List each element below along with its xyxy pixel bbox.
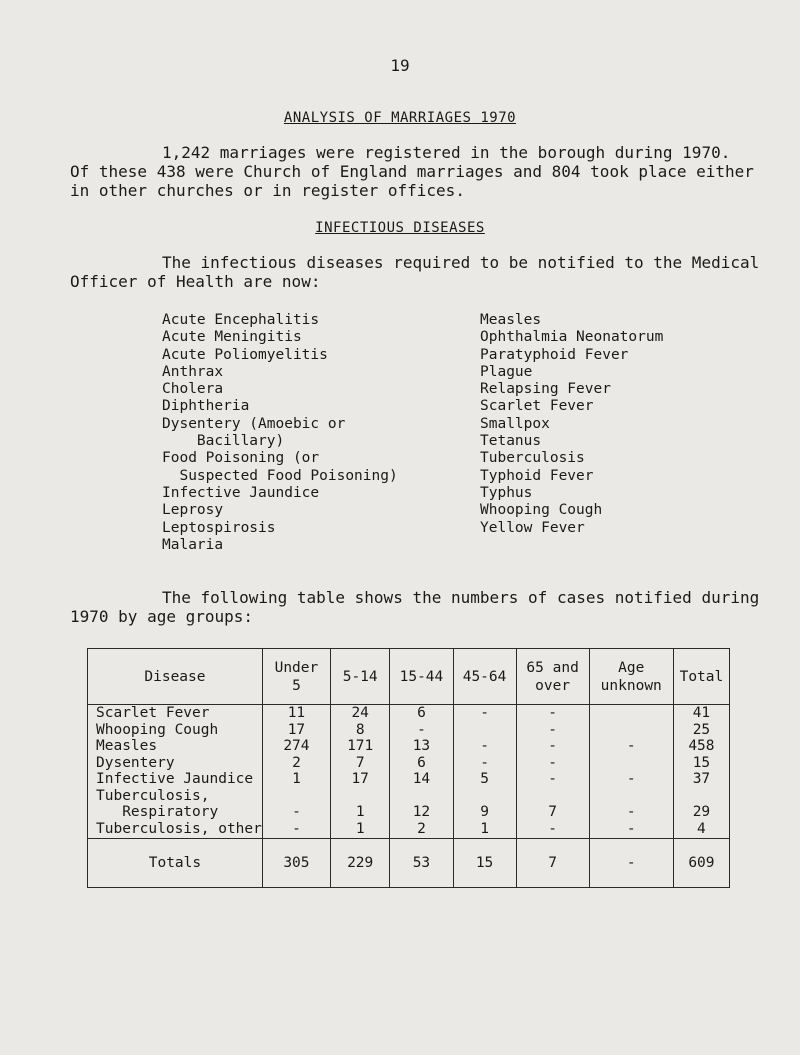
case-count-cell: 171: [347, 738, 374, 754]
case-count-cell: [590, 705, 673, 722]
header-age-unknown: Age unknown: [589, 649, 673, 705]
case-count-cell: -: [548, 721, 557, 738]
case-count-cell: -: [548, 738, 557, 754]
65-and-over-column: [516, 705, 589, 839]
header-total: Total: [673, 649, 729, 705]
case-count-cell: 29: [692, 804, 711, 820]
case-count-cell: -: [480, 738, 489, 754]
notifiable-intro-line-1: The infectious diseases required to be notified to the Medical: [162, 253, 760, 272]
case-count-cell: 37: [692, 771, 711, 787]
disease-name-cell: Tuberculosis,: [96, 787, 210, 804]
under-5-column: [262, 705, 330, 839]
case-count-cell: 11: [287, 705, 306, 721]
totals-5-14: 229: [330, 839, 389, 888]
case-count-cell: 6: [417, 705, 426, 721]
totals-65-and-over: 7: [516, 839, 589, 888]
case-count-cell: -: [548, 771, 557, 787]
header-disease: Disease: [88, 649, 263, 705]
case-count-cell: 41: [692, 705, 711, 721]
notifiable-diseases-left-column: [162, 312, 398, 554]
disease-list-item: Cholera: [162, 381, 224, 398]
disease-list-item: Scarlet Fever: [480, 398, 594, 415]
header-15-44: 15-44: [390, 649, 453, 705]
disease-list-item: Anthrax: [162, 363, 224, 380]
case-count-cell: 8: [355, 721, 365, 738]
case-count-cell: -: [626, 771, 636, 787]
marriages-line-3: in other churches or in register offices.: [70, 181, 465, 200]
disease-name-cell: Tuberculosis, other: [96, 820, 262, 837]
disease-column: [88, 705, 263, 839]
case-count-cell: -: [417, 721, 426, 738]
case-count-cell: 458: [688, 738, 715, 754]
age-unknown-column: [589, 705, 673, 839]
case-count-cell: 13: [412, 738, 431, 754]
totals-under-5: 305: [262, 839, 330, 888]
case-count-cell: 2: [292, 754, 301, 771]
case-count-cell: 6: [417, 754, 426, 771]
15-44-column: [390, 705, 453, 839]
header-45-64: 45-64: [453, 649, 516, 705]
marriages-line-2: Of these 438 were Church of England marriages and 804 took place either: [70, 162, 754, 181]
case-count-cell: 9: [480, 804, 489, 820]
case-count-cell: -: [292, 820, 301, 837]
disease-list-item: Typhus: [480, 484, 533, 501]
disease-list-item: Tuberculosis: [480, 450, 585, 467]
case-count-cell: 274: [283, 738, 310, 754]
totals-15-44: 53: [390, 839, 453, 888]
disease-list-item: Acute Poliomyelitis: [162, 346, 328, 363]
table-intro-line-2: 1970 by age groups:: [70, 607, 254, 626]
total-column: [673, 705, 729, 839]
case-count-cell: [454, 788, 516, 805]
disease-list-item: Dysentery (Amoebic or: [162, 415, 346, 432]
marriages-paragraph: [70, 143, 760, 200]
disease-list-item: Plague: [480, 363, 533, 380]
case-count-cell: -: [548, 820, 557, 837]
disease-list-item: Paratyphoid Fever: [480, 346, 629, 363]
disease-list-item: Leptospirosis: [162, 519, 276, 536]
case-count-cell: -: [626, 738, 636, 754]
case-count-cell: -: [626, 820, 636, 837]
totals-45-64: 15: [453, 839, 516, 888]
disease-list-item: Ophthalmia Neonatorum: [480, 329, 664, 346]
disease-list-item: Leprosy: [162, 502, 224, 519]
case-count-cell: 25: [692, 721, 711, 738]
45-64-column: [453, 705, 516, 839]
cases-by-age-table: [87, 648, 730, 888]
case-count-cell: [454, 722, 516, 739]
case-count-cell: -: [480, 705, 489, 721]
totals-total: 609: [673, 839, 729, 888]
case-count-cell: 12: [412, 804, 431, 820]
disease-list-item: Whooping Cough: [480, 502, 603, 519]
disease-list-item: Typhoid Fever: [480, 467, 594, 484]
case-count-cell: 17: [351, 771, 369, 787]
case-count-cell: -: [292, 804, 301, 820]
case-count-cell: 4: [697, 820, 706, 837]
totals-age-unknown: -: [589, 839, 673, 888]
case-count-cell: 1: [355, 804, 365, 820]
disease-list-item: Acute Meningitis: [162, 329, 302, 346]
case-count-cell: 2: [417, 820, 426, 837]
header-65-and-over: 65 and over: [516, 649, 589, 705]
case-count-cell: 7: [355, 754, 365, 771]
totals-label: Totals: [88, 839, 263, 888]
disease-list-item: Bacillary): [162, 433, 285, 450]
case-count-cell: -: [626, 804, 636, 820]
disease-list-item: Measles: [480, 312, 542, 328]
header-under-5: Under 5: [262, 649, 330, 705]
disease-list-item: Malaria: [162, 536, 224, 553]
case-count-cell: 17: [287, 721, 306, 738]
disease-list-item: Relapsing Fever: [480, 381, 611, 398]
table-intro: [70, 588, 760, 626]
disease-list-item: Suspected Food Poisoning): [162, 467, 398, 484]
case-count-cell: -: [548, 705, 557, 721]
disease-name-cell: Scarlet Fever: [96, 705, 210, 721]
table-intro-line-1: The following table shows the numbers of cases notified during: [162, 588, 760, 607]
table-body-row: [88, 705, 730, 839]
disease-list-item: Diphtheria: [162, 398, 250, 415]
disease-list-item: Smallpox: [480, 415, 550, 432]
case-count-cell: 1: [292, 771, 301, 787]
5-14-column: [330, 705, 389, 839]
disease-name-cell: Measles: [96, 738, 158, 754]
case-count-cell: [263, 788, 330, 805]
case-count-cell: [590, 788, 673, 805]
notifiable-intro-line-2: Officer of Health are now:: [70, 272, 321, 291]
case-count-cell: 1: [355, 820, 365, 837]
header-5-14: 5-14: [330, 649, 389, 705]
disease-name-cell: Whooping Cough: [96, 721, 219, 738]
disease-name-cell: Infective Jaundice: [96, 771, 254, 787]
table-header-row: [88, 649, 730, 705]
case-count-cell: [390, 788, 452, 805]
case-count-cell: [331, 788, 389, 805]
case-count-cell: -: [480, 754, 489, 771]
marriages-line-1: 1,242 marriages were registered in the borough during 1970.: [162, 143, 731, 162]
case-count-cell: -: [548, 754, 557, 771]
case-count-cell: 5: [480, 771, 489, 787]
case-count-cell: [590, 755, 673, 772]
notifiable-intro: [70, 253, 760, 291]
page-number: 19: [390, 56, 410, 75]
disease-name-cell: Respiratory: [96, 804, 219, 820]
totals-row: [88, 839, 730, 888]
disease-list-item: Tetanus: [480, 433, 542, 450]
case-count-cell: 1: [480, 820, 489, 837]
disease-list-item: Acute Encephalitis: [162, 312, 320, 328]
case-count-cell: 15: [692, 754, 711, 771]
case-count-cell: [517, 788, 589, 805]
disease-list-item: Yellow Fever: [480, 519, 585, 536]
case-count-cell: [674, 788, 729, 805]
case-count-cell: 14: [412, 771, 431, 787]
disease-list-item: Food Poisoning (or: [162, 450, 320, 467]
notifiable-diseases-right-column: [480, 312, 663, 537]
marriages-heading: ANALYSIS OF MARRIAGES 1970: [283, 110, 517, 126]
case-count-cell: 24: [351, 705, 369, 721]
case-count-cell: 7: [548, 804, 557, 820]
case-count-cell: [590, 722, 673, 739]
disease-name-cell: Dysentery: [96, 754, 175, 771]
infectious-diseases-heading: INFECTIOUS DISEASES: [315, 220, 485, 236]
disease-list-item: Infective Jaundice: [162, 484, 320, 501]
